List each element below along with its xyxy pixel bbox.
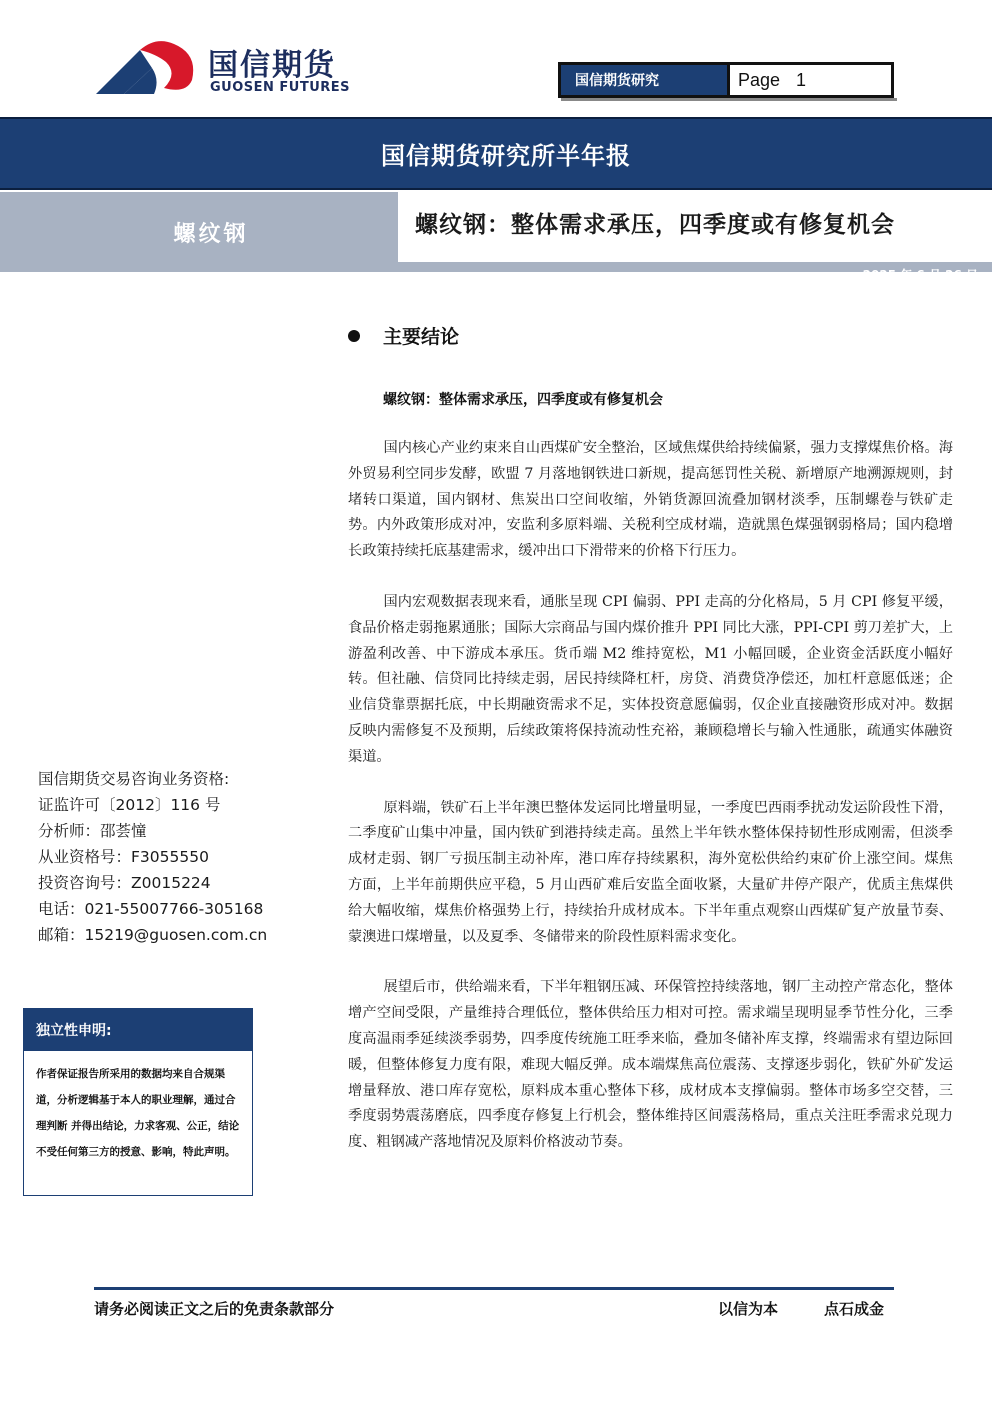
paragraph: 原料端，铁矿石上半年澳巴整体发运同比增量明显，一季度巴西雨季扰动发运阶段性下滑，二季度矿山集中冲量，国内铁矿到港持续走高。虽然上半年铁水整体保持韧性形成刚需，但淡季成材走弱、钢厂亏损压制主动补库，港口库存持续累积，海外宽松供给约束矿价上涨空间。煤焦方面，上半年前期供应平稳，5 月山西矿难后安监全面收紧，大量矿井停产限产，优质主焦煤供给大幅收缩，煤焦价格强势上行，持续抬升成材成本。下半年重点观察山西煤矿复产放量节奏、蒙澳进口煤增量，以及夏季、冬储带来的阶段性原料需求变化。: [348, 799, 953, 945]
analyst-info: [38, 766, 308, 948]
footer-motto-1: 以信为本: [718, 1300, 779, 1318]
license-heading: 国信期货交易咨询业务资格:: [38, 770, 230, 788]
report-tag-box: [558, 62, 894, 98]
independence-statement: [23, 1008, 253, 1196]
logo-chinese-name: 国信期货: [208, 48, 336, 83]
phone: 电话：021-55007766-305168: [38, 900, 264, 918]
subject-panel: [0, 192, 398, 272]
paragraph: 国内宏观数据表现来看，通胀呈现 CPI 偏弱、PPI 走高的分化格局，5 月 CPI 修复平缓，食品价格走弱拖累通胀；国际大宗商品与国内煤价推升 PPI 同比大涨，PPI-CPI 剪刀差扩大，上游盈利改善、中下游成本承压。货币端 M2 维持宽松，M1 小幅回暖，企业资金活跃度小幅好转。但社融、信贷同比持续走弱，居民持续降杠杆，房贷、消费贷净偿还，加杠杆意愿低迷；企业信贷靠票据托底，中长期融资需求不足，实体投资意愿偏弱，仅企业直接融资形成对冲。数据反映内需修复不及预期，后续政策将保持流动性充裕，兼顾稳增长与输入性通胀，疏通实体融资渠道。: [348, 593, 953, 765]
footer-disclaimer: 请务必阅读正文之后的免责条款部分: [94, 1300, 335, 1318]
report-date: 2025 年 6 月 26 日: [862, 268, 978, 282]
page-label: Page: [738, 69, 781, 90]
independence-text: 作者保证报告所采用的数据均来自合规渠道，分析逻辑基于本人的职业理解，通过合理判断 并得出结论，力求客观、公正，结论不受任何第三方的授意、影响，特此声明。: [36, 1068, 240, 1158]
paragraph: 国内核心产业约束来自山西煤矿安全整治，区域焦煤供给持续偏紧，强力支撑煤焦价格。海外贸易利空同步发酵，欧盟 7 月落地钢铁进口新规，提高惩罚性关税、新增原产地溯源规则，封堵转口渠道，国内钢材、焦炭出口空间收缩，外销货源回流叠加钢材淡季，压制螺卷与铁矿走势。内外政策形成对冲，安监利多原料端、关税利空成材端，造就黑色煤强钢弱格局；国内稳增长政策持续托底基建需求，缓冲出口下滑带来的价格下行压力。: [348, 440, 953, 560]
footer-rule: [94, 1287, 894, 1290]
analyst-name: 分析师：邵荟憧: [38, 822, 147, 840]
footer-motto-2: 点石成金: [824, 1300, 885, 1318]
page-indicator: [727, 65, 891, 95]
guosen-logo-icon: [94, 38, 204, 100]
qualification-number: 从业资格号：F3055550: [38, 848, 209, 866]
tagbox-shadow: [561, 98, 897, 101]
headline: 螺纹钢：整体需求承压，四季度或有修复机会: [415, 211, 895, 238]
banner-title: 国信期货研究所半年报: [381, 141, 631, 170]
paragraph: 展望后市，供给端来看，下半年粗钢压减、环保管控持续落地，钢厂主动控产常态化，整体增产空间受限，产量维持合理低位，整体供给压力相对可控。需求端呈现明显季节性分化，三季度高温雨季延续淡季弱势，四季度传统施工旺季来临，叠加冬储补库支撑，终端需求有望边际回暖，但整体修复力度有限，难现大幅反弹。成本端煤焦高位震荡、支撑逐步弱化，铁矿外矿发运增量释放、港口库存宽松，原料成本重心整体下移，成材成本支撑偏弱。整体市场多空交替，三季度弱势震荡磨底，四季度存修复上行机会，整体维持区间震荡格局，重点关注旺季需求兑现力度、粗钢减产落地情况及原料价格波动节奏。: [348, 979, 953, 1151]
consulting-number: 投资咨询号：Z0015224: [38, 874, 211, 892]
license-number: 证监许可〔2012〕116 号: [38, 796, 221, 814]
email: 邮箱：15219@guosen.com.cn: [38, 926, 268, 944]
sub-title: 螺纹钢：整体需求承压，四季度或有修复机会: [383, 392, 663, 408]
body-text: [348, 436, 953, 1181]
logo-english-name: GUOSEN FUTURES: [210, 80, 351, 95]
page-number: 1: [796, 69, 807, 90]
subject-name: 螺纹钢: [173, 220, 249, 247]
bullet-icon: [348, 330, 360, 342]
report-banner: [0, 117, 992, 190]
section-title: 主要结论: [383, 326, 460, 348]
department-label: 国信期货研究: [561, 65, 727, 95]
independence-title: 独立性申明:: [24, 1009, 252, 1051]
